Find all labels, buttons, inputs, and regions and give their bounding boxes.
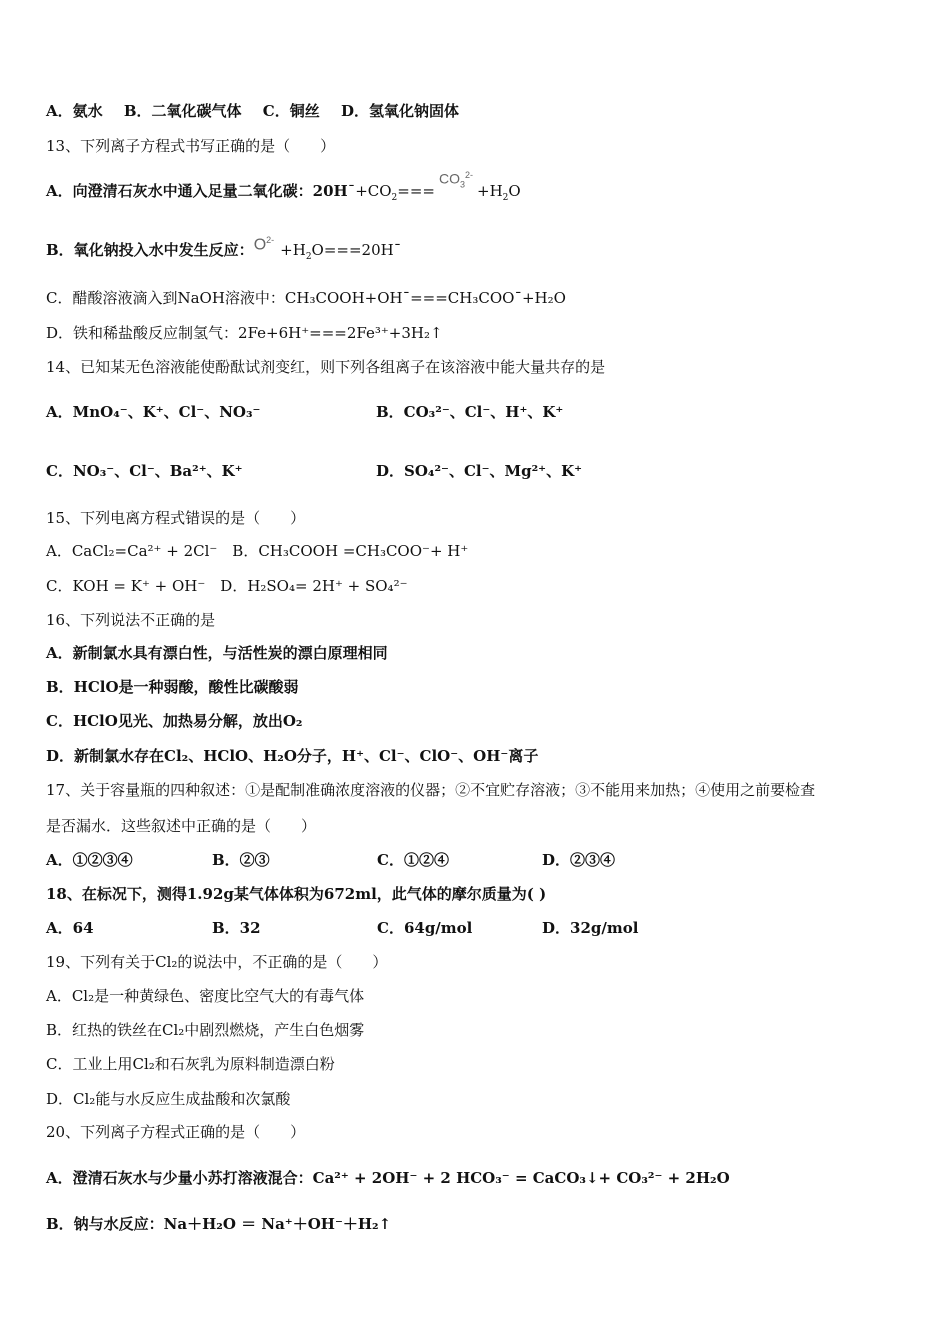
q13-option-a-text: A．向澄清石灰水中通入足量二氧化碳：20H xyxy=(46,182,348,200)
q14-option-b: B．CO₃²⁻、Cl⁻、H⁺、K⁺ xyxy=(376,403,564,421)
q15-options-ab: A．CaCl₂=Ca²⁺ + 2Cl⁻ B．CH₃COOH =CH₃COO⁻+ H⁺ xyxy=(46,542,469,560)
q17-option-c: C．①②④ xyxy=(377,851,449,869)
q15-options-cd: C．KOH = K⁺ + OH⁻ D．H₂SO₄= 2H⁺ + SO₄²⁻ xyxy=(46,577,408,595)
q16-option-a: A．新制氯水具有漂白性，与活性炭的漂白原理相同 xyxy=(46,644,388,662)
q13-a-sub2: 2 xyxy=(502,193,509,203)
q13-b-formula-image: $O^{2-}$ xyxy=(253,235,275,254)
q14-stem: 14、已知某无色溶液能使酚酞试剂变红，则下列各组离子在该溶液中能大量共存的是 xyxy=(46,358,606,376)
q14-option-d: D．SO₄²⁻、Cl⁻、Mg²⁺、K⁺ xyxy=(376,462,583,480)
q12-option-a: A．氨水 xyxy=(46,102,103,120)
q17-option-b: B．②③ xyxy=(212,851,270,869)
q12-options-row xyxy=(46,101,459,121)
q16-stem: 16、下列说法不正确的是 xyxy=(46,611,216,629)
q12-option-c: C．铜丝 xyxy=(262,102,320,120)
q13-a-post: +H xyxy=(477,182,503,200)
q19-option-d: D．Cl₂能与水反应生成盐酸和次氯酸 xyxy=(46,1090,291,1108)
q17-stem-line1: 17、关于容量瓶的四种叙述：①是配制准确浓度溶液的仪器；②不宜贮存溶液；③不能用来加热；④使用之前要检查 xyxy=(46,781,816,799)
q13-a-eq: === xyxy=(397,182,435,200)
q18-option-d: D．32g/mol xyxy=(542,919,639,937)
q17-option-a: A．①②③④ xyxy=(46,851,133,869)
q16-option-d: D．新制氯水存在Cl₂、HClO、H₂O分子，H⁺、Cl⁻、ClO⁻、OH⁻离子 xyxy=(46,747,539,765)
q18-stem: 18、在标况下，测得1.92g某气体体积为672ml，此气体的摩尔质量为( ) xyxy=(46,885,547,903)
q13-option-b xyxy=(46,235,402,267)
q19-option-b: B．红热的铁丝在Cl₂中剧烈燃烧，产生白色烟雾 xyxy=(46,1021,365,1039)
q14-option-c: C．NO₃⁻、Cl⁻、Ba²⁺、K⁺ xyxy=(46,462,243,480)
q19-stem: 19、下列有关于Cl₂的说法中，不正确的是（ ） xyxy=(46,953,388,971)
q13-option-b-text: B．氧化钠投入水中发生反应： xyxy=(46,241,254,259)
q13-b-minus: ¯ xyxy=(393,241,402,259)
q13-b-post2: O===20H xyxy=(311,241,394,259)
q20-option-b: B．钠与水反应：Na＋H₂O ＝ Na⁺＋OH⁻＋H₂↑ xyxy=(46,1215,392,1233)
q13-a-formula-image: $CO_3^{2-}$ xyxy=(438,170,474,190)
q13-option-a xyxy=(46,170,521,210)
q16-option-b: B．HClO是一种弱酸，酸性比碳酸弱 xyxy=(46,678,299,696)
q20-stem: 20、下列离子方程式正确的是（ ） xyxy=(46,1123,306,1141)
q15-stem: 15、下列电离方程式错误的是（ ） xyxy=(46,509,306,527)
q17-option-d: D．②③④ xyxy=(542,851,616,869)
q12-option-d: D．氢氧化钠固体 xyxy=(340,102,459,120)
q13-b-sub: 2 xyxy=(305,252,312,262)
q13-option-d: D．铁和稀盐酸反应制氢气：2Fe+6H⁺===2Fe³⁺+3H₂↑ xyxy=(46,324,443,342)
q18-option-b: B．32 xyxy=(212,919,261,937)
q13-stem: 13、下列离子方程式书写正确的是（ ） xyxy=(46,137,336,155)
q12-option-b: B．二氧化碳气体 xyxy=(123,102,242,120)
q19-option-c: C．工业上用Cl₂和石灰乳为原料制造漂白粉 xyxy=(46,1055,335,1073)
q18-option-c: C．64g/mol xyxy=(377,919,473,937)
q13-a-post2: O xyxy=(508,182,521,200)
q13-option-c: C．醋酸溶液滴入到NaOH溶液中：CH₃COOH+OH¯===CH₃COO¯+H₂O xyxy=(46,289,566,307)
q14-option-a: A．MnO₄⁻、K⁺、Cl⁻、NO₃⁻ xyxy=(46,403,261,421)
q13-b-post: +H xyxy=(280,241,306,259)
q13-a-mid: +CO xyxy=(355,182,392,200)
q19-option-a: A．Cl₂是一种黄绿色、密度比空气大的有毒气体 xyxy=(46,987,365,1005)
q20-option-a: A．澄清石灰水与少量小苏打溶液混合：Ca²⁺ + 2OH⁻ + 2 HCO₃⁻ = CaCO₃↓+ CO₃²⁻ + 2H₂O xyxy=(46,1169,730,1187)
q17-stem-line2: 是否漏水．这些叙述中正确的是（ ） xyxy=(46,817,317,835)
q16-option-c: C．HClO见光、加热易分解，放出O₂ xyxy=(46,712,303,730)
q13-a-minus: ¯ xyxy=(347,182,356,200)
q18-option-a: A．64 xyxy=(46,919,94,937)
q13-a-sub: 2 xyxy=(391,193,398,203)
